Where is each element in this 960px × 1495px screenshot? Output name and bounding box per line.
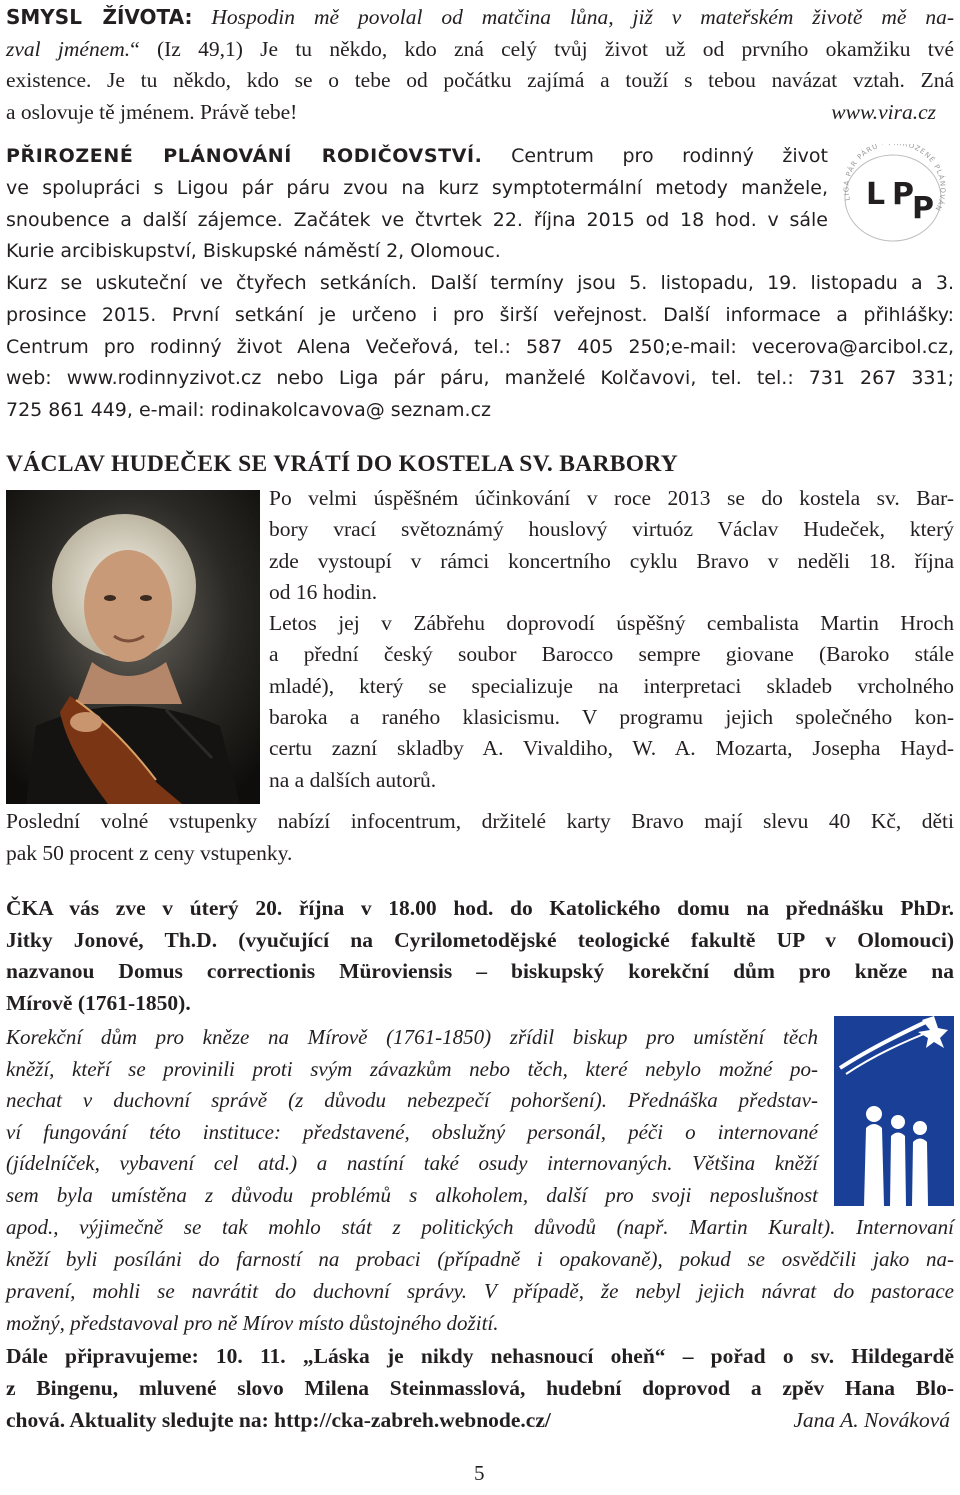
cka-italic-line: ví fungování této instituce: představené, obslužný personál, péči o internované <box>6 1119 818 1144</box>
smysl-line-3: existence. Je tu někdo, kdo se o tebe od počátku zajímá a touží s tebou navázat vztah. Zná <box>6 68 954 92</box>
cka-bold-line: nazvanou Domus correctionis Müroviensis – biskupský korekční dům pro kněze na <box>6 959 954 984</box>
cka-italic-line: nechat v duchovní správě (z důvodu nebezpečí pohoršení). Přednáška představ- <box>6 1088 818 1112</box>
smysl-line-4 <box>6 97 954 129</box>
cka-italic-line: sem byla umístěna z důvodu problémů s alkoholem, další pro svoji neposlušnost <box>6 1182 818 1207</box>
hudecek-text-wide <box>6 805 954 869</box>
planovani-line-7: Centrum pro rodinný život Alena Večeřová, tel.: 587 405 250;e-mail: vecerova@arcibol.cz, <box>6 335 954 358</box>
lpp-logo <box>836 144 948 244</box>
planovani-line-3: snoubence a další zájemce. Začátek ve čtvrtek 22. října 2015 od 18 hod. v sále <box>6 208 828 231</box>
hudecek-p1-line: od 16 hodin. <box>269 579 378 604</box>
hudecek-p1-line: Po velmi úspěšném účinkování v roce 2013 se do kostela sv. Bar- <box>269 486 954 510</box>
smysl-ref: “ (Iz 49,1) Je tu někdo, kdo zná celý tvůj život už od prvního okamžiku tvé <box>130 36 954 61</box>
cka-italic-line: možný, představoval pro ně Mírov místo důstojného dožití. <box>6 1311 499 1335</box>
hudecek-p2-line: na a dalších autorů. <box>269 767 437 792</box>
cka-italic-line: pravení, mohli se navrátit do duchovní správy. V případě, že nebyl jejich návrat do pastorace <box>6 1279 954 1303</box>
smysl-quote-1: Hospodin mě povolal od matčina lůna, již v mateřském životě mě na- <box>211 5 955 29</box>
smysl-zivota-section <box>6 2 954 128</box>
planovani-line-1 <box>6 141 828 173</box>
cka-invitation <box>6 893 954 1019</box>
cka-italic-line: kněží, kteří se provinili proti svým závazkům nebo těch, které nebylo možné po- <box>6 1056 818 1081</box>
cka-footer-line: Dále připravujeme: 10. 11. „Láska je nikdy nehasnoucí oheň“ – pořad o sv. Hildegardě <box>6 1344 954 1368</box>
smysl-line-2 <box>6 34 954 66</box>
hudecek-p2-line: a přední český soubor Barocco sempre giovane (Baroko stále <box>269 642 954 667</box>
smysl-quote-2: zval jménem. <box>6 36 131 61</box>
hudecek-p1-line: bory vrací světoznámý houslový virtuóz Václav Hudeček, který <box>269 517 954 542</box>
hudecek-p3-line: Poslední volné vstupenky nabízí infocentrum, držitelé karty Bravo mají slevu 40 Kč, děti <box>6 809 954 833</box>
cka-footer-last-line <box>6 1404 954 1436</box>
planovani-line-1-tail: Centrum pro rodinný život <box>511 145 828 167</box>
cka-bold-line: ČKA vás zve v úterý 20. října v 18.00 hod. do Katolického domu na přednášku PhDr. <box>6 896 954 920</box>
planovani-line-6: prosince 2015. První setkání je určeno i pro širší veřejnost. Další informace a přihlášky: <box>6 303 954 326</box>
planovani-section-wide <box>6 268 954 427</box>
planovani-line-9: 725 861 449, e-mail: rodinakolcavova@ seznam.cz <box>6 399 492 422</box>
smysl-line-4-text: a oslovuje tě jménem. Právě tebe! <box>6 99 298 124</box>
lpp-logo-l1: L <box>866 177 886 212</box>
cka-description-wide <box>6 1211 954 1339</box>
lpp-logo-ring-text: LIGA PÁR PÁRU · ROZENÉ PLÁNOVÁN <box>842 144 947 213</box>
hudecek-text-narrow <box>269 483 954 796</box>
planovani-heading: PŘIROZENÉ PLÁNOVÁNÍ RODIČOVSTVÍ. <box>6 145 483 167</box>
planovani-line-2: ve spolupráci s Ligou pár páru zvou na kurz symptotermální metody manžele, <box>6 176 828 199</box>
hudecek-p2-line: baroka a raného klasicismu. V programu jejich společného kon- <box>269 705 954 730</box>
cka-description-narrow <box>6 1022 818 1211</box>
page-number: 5 <box>474 1461 485 1485</box>
smysl-label: SMYSL ŽÍVOTA: <box>6 5 193 29</box>
smysl-line-1 <box>6 2 954 34</box>
cka-italic-line: kněží byli posíláni do farností na probaci (případně i opakovaně), pokud se osvědčili jako na- <box>6 1247 954 1271</box>
cka-italic-line: apod., výjimečně se tak mohlo stát z politických důvodů (např. Martin Kuralt). Internovaní <box>6 1215 954 1239</box>
hudecek-p1-line: zde vystoupí v rámci koncertního cyklu Bravo v neděli 18. října <box>269 548 954 573</box>
cka-author: Jana A. Nováková <box>793 1408 950 1432</box>
cka-italic-line: (jídelníček, vybavení cel atd.) a nastíní také osudy internovaných. Většina kněží <box>6 1151 818 1175</box>
cka-bold-line: Jitky Jonové, Th.D. (vyučující na Cyrilometodějské teologické fakultě UP v Olomouci) <box>6 927 954 952</box>
hudecek-p3-line: pak 50 procent z ceny vstupenky. <box>6 841 293 865</box>
cka-bold-line: Mírově (1761-1850). <box>6 990 191 1015</box>
hudecek-p2-line: Letos jej v Zábřehu doprovodí úspěšný cembalista Martin Hroch <box>269 611 954 636</box>
hudecek-p2-line: mladé), který se specializuje na interpretaci skladeb vrcholného <box>269 673 954 698</box>
lpp-logo-p2: P <box>912 191 934 226</box>
cka-footer <box>6 1340 954 1436</box>
cka-italic-line: Korekční dům pro kněze na Mírově (1761-1850) zřídil biskup pro umístění těch <box>6 1025 818 1049</box>
cka-footer-url-line: chová. Aktuality sledujte na: http://cka-zabreh.webnode.cz/ <box>6 1408 551 1432</box>
cka-logo <box>834 1016 954 1206</box>
planovani-line-4: Kurie arcibiskupství, Biskupské náměstí 2, Olomouc. <box>6 240 501 263</box>
planovani-section <box>6 141 828 268</box>
planovani-line-8: web: www.rodinnyzivot.cz nebo Liga pár páru, manželé Kolčavovi, tel. tel.: 731 267 331; <box>6 367 954 390</box>
smysl-source: www.vira.cz <box>831 99 936 124</box>
hudecek-heading: VÁCLAV HUDEČEK SE VRÁTÍ DO KOSTELA SV. BARBORY <box>6 451 679 477</box>
cka-footer-line: z Bingenu, mluvené slovo Milena Steinmasslová, hudební doprovod a zpěv Hana Blo- <box>6 1376 954 1400</box>
planovani-line-5: Kurz se uskuteční ve čtyřech setkáních. Další termíny jsou 5. listopadu, 19. listopadu a 3. <box>6 272 954 294</box>
hudecek-photo <box>6 490 260 804</box>
hudecek-p2-line: certu zazní skladby A. Vivaldiho, W. A. Mozarta, Josepha Hayd- <box>269 736 954 761</box>
lpp-logo-p1: P <box>892 177 914 212</box>
